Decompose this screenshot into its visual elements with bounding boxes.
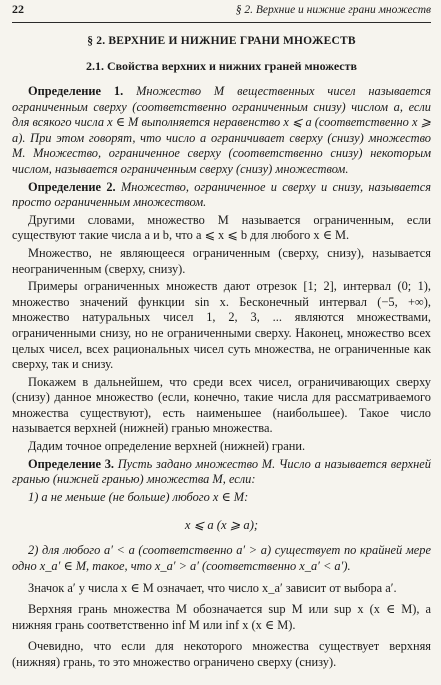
definition-2-body: Множество, ограниченное и сверху и снизу, называется просто ограниченным множеством. <box>12 179 431 210</box>
paragraph-show-later: Покажем в дальнейшем, что среди всех чисел, ограничивающих сверху (снизу) данное множество (если, конечно, такие числа для рассматриваемого множества существуют), есть наименьшее (наибольшее). Такое число называется верхней (нижней) гранью множества. <box>12 374 431 436</box>
definition-3 <box>12 457 431 488</box>
definition-2-label: Определение 2. <box>28 179 116 194</box>
formula-inequality: x ⩽ a (x ⩾ a); <box>184 518 259 533</box>
running-header <box>12 0 431 23</box>
definition-2 <box>12 180 431 211</box>
paragraph-sup-inf-notation: Верхняя грань множества M обозначается sup M или sup x (x ∈ M), а нижняя грань соответственно inf M или inf x (x ∈ M). <box>12 602 431 632</box>
page-number: 22 <box>12 2 24 16</box>
condition-1: 1) a не меньше (не больше) любого x ∈ M: <box>28 489 249 504</box>
paragraph-obvious: Очевидно, что если для некоторого множества существует верхняя (нижняя) грань, то это множество ограничено сверху (снизу). <box>12 639 431 669</box>
definition-1 <box>12 84 431 178</box>
definition-1-body: Множество M вещественных чисел называется ограниченным сверху (соответственно ограниченным снизу) числом a, если для всякого числа x ∈ M выполняется неравенство x ⩽ a (соответственно x ⩾ a). При этом говорят, что число a ограничивает сверху (снизу) множество M. Множество, ограниченное сверху (соответственно снизу) некоторым числом, называется ограниченным сверху (снизу) множеством. <box>12 84 431 176</box>
condition-2: 2) для любого a′ < a (соответственно a′ > a) существует по крайней мере одно x_a′ ∈ M, такое, что x_a′ > a′ (соответственно x_a′ < a′). <box>12 543 431 574</box>
definition-3-label: Определение 3. <box>28 456 115 471</box>
section-title: § 2. ВЕРХНИЕ И НИЖНИЕ ГРАНИ МНОЖЕСТВ <box>87 35 356 47</box>
paragraph-other-words: Другими словами, множество M называется ограниченным, если существуют такие числа a и b, что a ⩽ x ⩽ b для любого x ∈ M. <box>12 212 431 243</box>
running-title: § 2. Верхние и нижние грани множеств <box>235 4 431 16</box>
definition-1-label: Определение 1. <box>28 84 124 98</box>
paragraph-unbounded: Множество, не являющееся ограниченным (сверху, снизу), называется неограниченным (сверху, снизу). <box>12 245 431 276</box>
subsection-title: 2.1. Свойства верхних и нижних граней множеств <box>85 59 358 73</box>
definition-3-body: Пусть задано множество M. Число a называется верхней гранью (нижней гранью) множества M, если: <box>12 456 431 487</box>
paragraph-index-note: Значок a′ у числа x ∈ M означает, что число x_a′ зависит от выбора a′. <box>28 580 397 595</box>
paragraph-examples: Примеры ограниченных множеств дают отрезок [1; 2], интервал (0; 1), множество значений функции sin x. Бесконечный интервал (−5, +∞), множество натуральных чисел 1, 2, 3, ... являются множествами, ограниченными снизу, но не ограниченными сверху. Наконец, множество всех целых чисел, всех рациональных чисел суть множества, не ограниченные как сверху, так и снизу. <box>12 279 431 372</box>
paragraph-exact-definition: Дадим точное определение верхней (нижней) грани. <box>28 439 306 454</box>
